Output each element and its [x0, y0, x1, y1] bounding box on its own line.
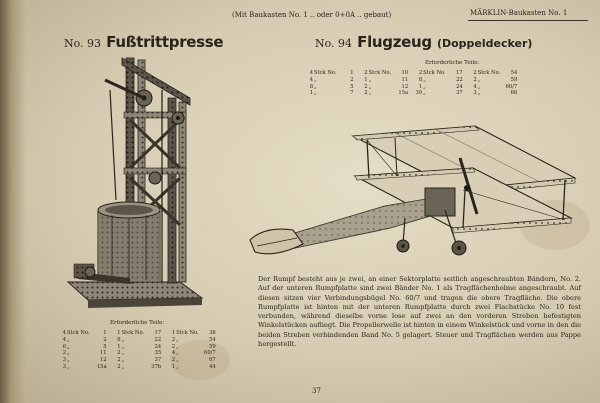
part-quantity: 2 — [418, 70, 423, 76]
part-number: 54 — [209, 336, 216, 343]
parts-row — [305, 70, 523, 77]
part-number: 7 — [350, 90, 354, 97]
part-quantity: 2 — [171, 336, 176, 343]
part-number: 24 — [456, 83, 463, 90]
part-unit: „ — [176, 350, 179, 357]
part-number: 22 — [154, 336, 162, 343]
part-number: 37 — [154, 357, 162, 364]
model-94-parts-table — [305, 70, 523, 97]
model-93-parts-table — [58, 330, 222, 371]
model-94-subtitle: (Doppeldecker) — [436, 37, 533, 50]
part-quantity: 2 — [473, 70, 477, 76]
part-unit: Stck No. — [176, 330, 199, 336]
part-number: 24 — [154, 343, 162, 350]
part-quantity: 4 — [171, 350, 176, 357]
model-94-number: No. 94 — [315, 37, 353, 50]
part-quantity: 2 — [171, 343, 176, 350]
header-rule — [468, 20, 588, 21]
part-number: 54 — [510, 70, 518, 76]
part-unit: „ — [314, 76, 317, 83]
part-quantity: 1 — [364, 76, 368, 83]
model-94-heading — [315, 32, 532, 51]
part-quantity: 30 — [415, 90, 423, 97]
part-unit: „ — [67, 363, 70, 370]
part-number: 1 — [103, 330, 107, 336]
part-number: 60/7 — [505, 83, 518, 90]
part-quantity: 4 — [309, 76, 313, 83]
parts-row — [305, 90, 523, 97]
part-quantity: 6 — [62, 343, 66, 350]
part-unit: „ — [176, 357, 179, 364]
parts-row — [58, 357, 222, 364]
part-unit: „ — [121, 363, 125, 370]
part-quantity: 1 — [117, 330, 121, 336]
part-quantity: 8 — [418, 76, 423, 83]
part-quantity: 3 — [62, 363, 66, 370]
part-number: 11 — [99, 350, 107, 357]
part-quantity: 1 — [171, 330, 176, 336]
header-series-title: MÄRKLIN-Baukasten No. 1 — [470, 9, 568, 17]
part-quantity: 2 — [117, 350, 121, 357]
part-quantity: 2 — [364, 90, 368, 97]
model-93-parts-heading: Erforderliche Teile: — [110, 320, 165, 326]
part-quantity: 4 — [309, 70, 313, 76]
part-unit: Stck No. — [368, 70, 392, 76]
part-unit: „ — [368, 83, 372, 90]
part-quantity: 2 — [364, 70, 368, 76]
part-number: 37 — [456, 90, 463, 97]
model-94-description: Der Rumpf besteht aus je zwei, an einer Sektorplatte seitlich angeschraubten Bändern, No. 2. Auf der unteren Rumpfplatte sind zwei Bänder No. 1 als Tragflächenholme angeschraubt. Auf diesen sitzen vier Verbindungsbügel No. 60/7 und tragen die obere Tragfläche. Die obere Rumpfplatte ist hinten mit der unteren Rumpfplatte durch zwei Flachstücke No. 10 fest verbunden, während dieselbe vorne lose auf zwei an den vorderen Streben befestigten Winkelstücken aufliegt. Die Propellerwelle ist hinten in einem Winkelstück und vorne in den die beiden Streben verbindenden Band No. 5 gelagert. Steuer und Tragflächen werden aus Pappe hergestellt. — [258, 275, 581, 349]
part-number: 44 — [209, 363, 216, 370]
part-quantity: 4 — [62, 336, 66, 343]
model-94-title: Flugzeug — [357, 33, 432, 51]
part-number: 17 — [456, 70, 463, 76]
part-quantity: 2 — [364, 83, 368, 90]
part-unit: Stck No. — [477, 70, 501, 76]
part-unit: Stck No. — [423, 70, 446, 76]
part-unit: „ — [67, 357, 70, 364]
part-number: 59 — [510, 76, 518, 83]
page-gutter-shadow — [0, 0, 26, 403]
part-unit: „ — [121, 357, 125, 364]
part-quantity: 3 — [473, 90, 477, 97]
parts-row — [305, 77, 523, 84]
model-93-title: Fußtrittpresse — [106, 33, 224, 51]
part-unit: „ — [314, 90, 317, 97]
part-number: 5 — [350, 83, 354, 90]
part-number: 12 — [99, 357, 107, 364]
part-number: 15a — [398, 90, 409, 97]
part-quantity: 2 — [117, 363, 121, 370]
part-number: 35 — [154, 350, 162, 357]
part-unit: Stck No. — [121, 330, 145, 336]
part-unit: „ — [477, 83, 481, 90]
part-quantity: 2 — [117, 357, 121, 364]
header-note: (Mit Baukasten No. 1 .. oder 0+0A .. gebaut) — [232, 11, 392, 19]
parts-row — [58, 350, 222, 357]
part-unit: „ — [477, 76, 481, 83]
parts-row — [305, 84, 523, 91]
parts-row — [58, 330, 222, 337]
part-quantity: 4 — [62, 330, 66, 336]
part-quantity: 3 — [62, 357, 66, 364]
part-unit: „ — [423, 76, 426, 83]
part-unit: Stck No. — [67, 330, 90, 336]
part-number: 66 — [510, 90, 518, 97]
part-quantity: 1 — [309, 90, 313, 97]
part-number: 10 — [401, 70, 409, 76]
part-unit: „ — [368, 76, 372, 83]
part-number: 15a — [96, 363, 107, 370]
part-quantity: 2 — [62, 350, 66, 357]
part-unit: „ — [176, 363, 179, 370]
part-unit: „ — [368, 90, 372, 97]
part-number: 11 — [401, 76, 409, 83]
biplane-illustration — [245, 118, 585, 268]
part-number: 37b — [151, 363, 162, 370]
part-number: 22 — [456, 76, 463, 83]
page-number: 37 — [312, 387, 321, 395]
part-number: 38 — [209, 330, 216, 336]
part-unit: „ — [121, 336, 125, 343]
part-number: 5 — [103, 343, 107, 350]
part-number: 2 — [350, 76, 354, 83]
parts-row — [58, 364, 222, 371]
part-quantity: 4 — [473, 83, 477, 90]
part-unit: „ — [176, 336, 179, 343]
part-unit: „ — [121, 350, 125, 357]
parts-row — [58, 337, 222, 344]
part-unit: „ — [477, 90, 481, 97]
parts-row — [58, 344, 222, 351]
part-number: 2 — [103, 336, 107, 343]
part-number: 60/7 — [204, 350, 216, 357]
part-number: 17 — [154, 330, 162, 336]
part-unit: „ — [314, 83, 317, 90]
part-unit: „ — [423, 83, 426, 90]
part-quantity: 6 — [117, 336, 121, 343]
part-number: 12 — [401, 83, 409, 90]
part-unit: „ — [121, 343, 125, 350]
part-unit: „ — [67, 343, 70, 350]
model-93-heading — [64, 32, 223, 51]
model-94-parts-heading: Erforderliche Teile: — [425, 60, 480, 66]
part-unit: Stck No. — [314, 70, 337, 76]
part-unit: „ — [67, 350, 70, 357]
part-number: 59 — [209, 343, 216, 350]
part-quantity: 1 — [117, 343, 121, 350]
press-illustration — [60, 50, 210, 310]
part-unit: „ — [176, 343, 179, 350]
part-quantity: 8 — [309, 83, 313, 90]
part-unit: „ — [423, 90, 426, 97]
part-quantity: 2 — [171, 357, 176, 364]
part-quantity: 2 — [473, 76, 477, 83]
part-number: 1 — [350, 70, 354, 76]
part-quantity: 1 — [418, 83, 423, 90]
part-unit: „ — [67, 336, 70, 343]
part-number: 67 — [209, 357, 216, 364]
part-quantity: 1 — [171, 363, 176, 370]
model-93-number: No. 93 — [64, 37, 102, 50]
